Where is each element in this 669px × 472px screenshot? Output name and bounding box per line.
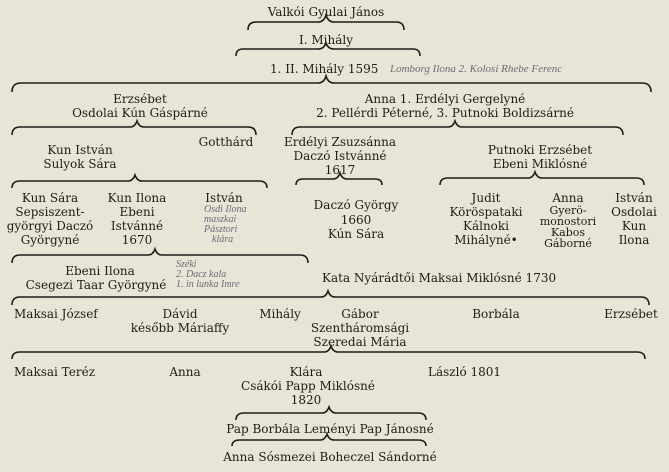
name-maksai-jozsef: Maksai József — [14, 307, 98, 321]
name-kata-maksai: Kata Nyárádtői Maksai Miklósné 1730 — [322, 271, 557, 285]
handwritten-note-ebeni-2: 2. Dacz kala — [176, 269, 227, 280]
spouse-anna-kabos-3: Kabos — [550, 226, 586, 239]
name-anna-szeredai: Anna — [169, 365, 201, 379]
name-kun-ilona: Kun Ilona — [107, 191, 167, 205]
name-istvan-osdolai: István — [615, 191, 653, 205]
name-istvan-gotthard: István — [205, 191, 243, 205]
name-putnoki-erzsebet: Putnoki Erzsébet — [487, 143, 593, 157]
name-erzsebet-maksai: Erzsébet — [604, 307, 658, 321]
name-laszlo: László 1801 — [428, 365, 502, 379]
spouse-istvan-osdolai-3: Ilona — [618, 233, 650, 247]
spouse-kun-sara-1: Sepsiszent- — [15, 205, 85, 219]
name-mihaly-maksai: Mihály — [259, 307, 301, 321]
spouse-kun-sara-2: györgyi Daczó — [6, 219, 94, 233]
spouse-istvan-osdolai-1: Osdolai — [611, 205, 657, 219]
spouse-judit-3: Mihályné• — [454, 233, 518, 247]
name-anna-kabos: Anna — [552, 191, 584, 205]
handwritten-note-mihaly: Lomborg Ilona 2. Kolosi Rhebe Ferenc — [390, 63, 563, 75]
name-borbala: Borbála — [472, 307, 520, 321]
spouse-daczo-gyorgy: Kún Sára — [327, 227, 385, 241]
name-kun-istvan: Kun István — [47, 143, 113, 157]
spouse-anna-kabos-4: Gáborné — [544, 237, 592, 250]
bracket-gen3 — [12, 76, 651, 92]
name-mihaly-i: I. Mihály — [299, 33, 353, 47]
spouse-ebeni-ilona: Csegezi Taar Györgyné — [25, 278, 167, 292]
handwritten-note-istvan-3: Pásztori — [204, 224, 238, 235]
spouse-klara: Csákói Papp Miklósné — [241, 379, 375, 393]
bracket-anna — [292, 121, 623, 135]
handwritten-note-istvan-4: klára — [212, 234, 234, 245]
spouse-anna-kabos-1: Gyerö- — [549, 204, 587, 217]
bracket-putnoki-erzsebet — [440, 172, 644, 185]
year-zsuzsanna: 1617 — [324, 163, 356, 177]
spouse-judit-2: Kálnoki — [462, 219, 510, 233]
name-maksai-terez: Maksai Teréz — [14, 365, 96, 379]
handwritten-note-ebeni-1: Széki — [176, 259, 197, 270]
later-name-david: később Máriaffy — [130, 321, 230, 335]
handwritten-note-istvan-1: Osdi Ilona — [204, 204, 247, 215]
spouse-zsuzsanna: Daczó Istvánné — [293, 149, 387, 163]
spouse-kun-sara-3: Györgyné — [20, 233, 80, 247]
name-klara: Klára — [289, 365, 323, 379]
handwritten-note-istvan-2: maszkai — [204, 214, 237, 225]
bracket-kun-istvan — [12, 175, 267, 188]
handwritten-note-ebeni-3: 1. in lunka Imre — [176, 279, 240, 290]
name-judit: Judit — [471, 191, 501, 205]
bracket-erzsebet — [12, 121, 256, 135]
name-pap-borbala: Pap Borbála Leményi Pap Jánosné — [226, 422, 434, 436]
name-ebeni-ilona: Ebeni Ilona — [65, 264, 135, 278]
name-daczo-gyorgy: Daczó György — [313, 198, 399, 212]
spouse-kun-istvan: Sulyok Sára — [43, 157, 117, 171]
spouse-kun-ilona-1: Ebeni — [119, 205, 155, 219]
name-erzsebet: Erzsébet — [113, 92, 167, 106]
year-kun-ilona: 1670 — [121, 233, 153, 247]
spouse-kun-ilona-2: Istvánné — [110, 219, 164, 233]
name-erdelyi-zsuzsanna: Erdélyi Zsuzsánna — [283, 135, 397, 149]
spouse-istvan-osdolai-2: Kun — [621, 219, 647, 233]
spouse-gabor-2: Szeredai Mária — [313, 335, 407, 349]
name-gotthard: Gotthárd — [198, 135, 254, 149]
name-root: Valkói Gyulai János — [267, 5, 385, 19]
bracket-klara — [236, 407, 426, 420]
name-kun-sara: Kun Sára — [21, 191, 79, 205]
bracket-kun-ilona — [12, 249, 308, 263]
bracket-kata — [12, 291, 649, 305]
name-gabor: Gábor — [341, 307, 379, 321]
year-klara: 1820 — [290, 393, 322, 407]
spouse-putnoki-erzsebet: Ebeni Miklósné — [492, 157, 588, 171]
name-anna-erdelyi: Anna 1. Erdélyi Gergelyné — [364, 92, 526, 106]
year-daczo-gyorgy: 1660 — [340, 213, 372, 227]
name-anna-sosmezei: Anna Sósmezei Boheczel Sándorné — [223, 450, 437, 464]
spouse-gabor-1: Szentháromsági — [310, 321, 410, 335]
spouse-anna-kabos-2: monostori — [539, 215, 597, 228]
name-david: Dávid — [162, 307, 198, 321]
name-mihaly-ii: 1. II. Mihály 1595 — [270, 62, 379, 76]
spouses-anna: 2. Pellérdi Péterné, 3. Putnoki Boldizsárné — [316, 106, 574, 120]
spouse-judit-1: Köröspataki — [449, 205, 523, 219]
spouse-erzsebet: Osdolai Kún Gáspárné — [72, 106, 208, 120]
